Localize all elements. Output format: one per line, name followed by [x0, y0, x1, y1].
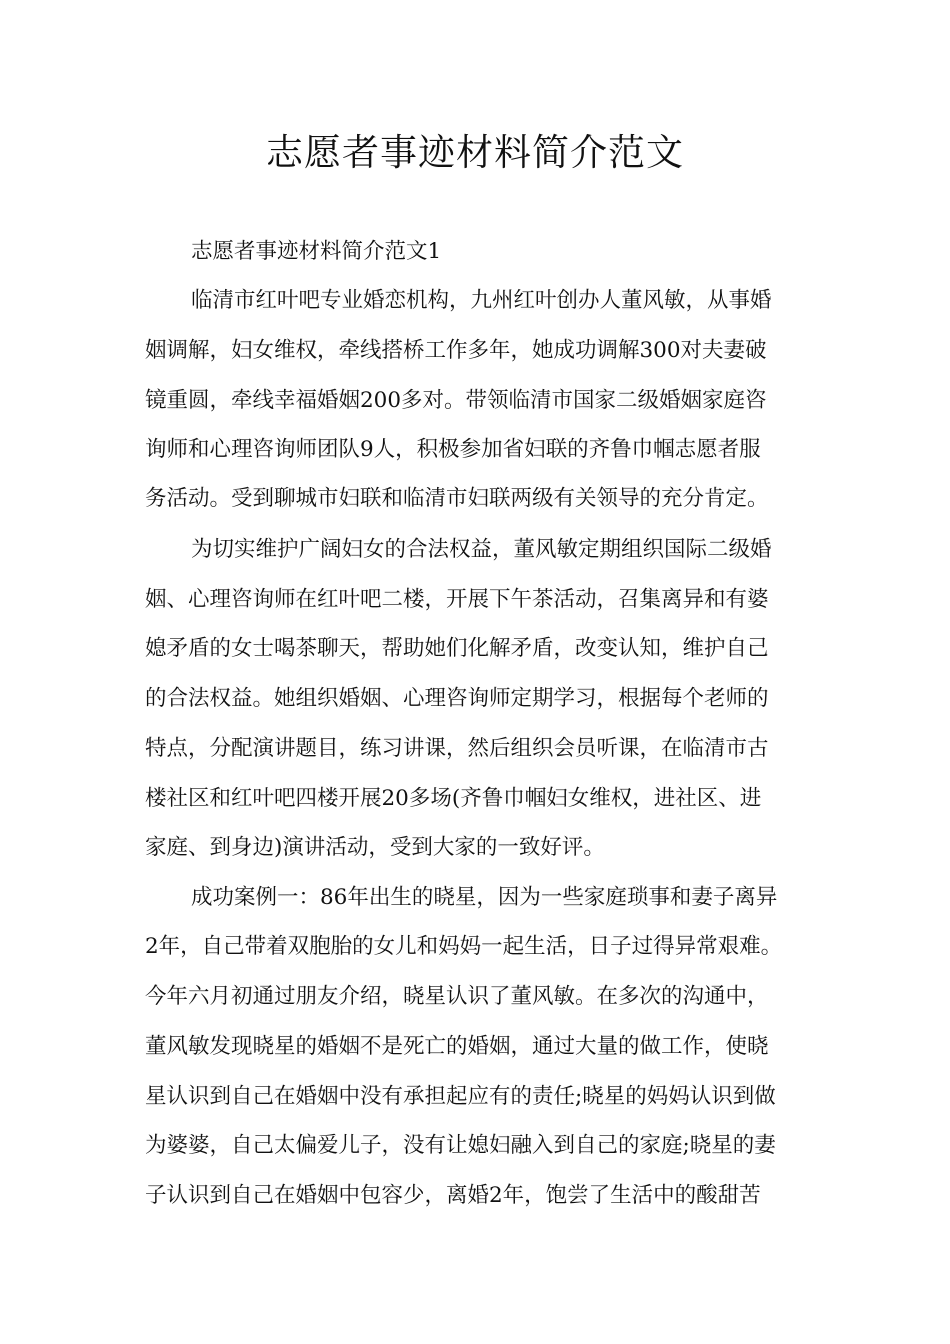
text-line: 子认识到自己在婚姻中包容少，离婚2年，饱尝了生活中的酸甜苦	[145, 1183, 761, 1208]
text-line: 星认识到自己在婚姻中没有承担起应有的责任;晓星的妈妈认识到做	[145, 1084, 776, 1109]
text-line: 姻调解，妇女维权，牵线搭桥工作多年，她成功调解300对夫妻破	[145, 338, 767, 363]
section-heading: 志愿者事迹材料简介范文1	[191, 239, 442, 264]
text-line: 的合法权益。她组织婚姻、心理咨询师定期学习，根据每个老师的	[145, 686, 769, 711]
text-line: 家庭、到身边)演讲活动，受到大家的一致好评。	[145, 835, 605, 860]
text-line: 楼社区和红叶吧四楼开展20多场(齐鲁巾帼妇女维权，进社区、进	[145, 786, 762, 811]
text-line: 姻、心理咨询师在红叶吧二楼，开展下午茶活动，召集离异和有婆	[145, 587, 769, 612]
text-line: 特点，分配演讲题目，练习讲课，然后组织会员听课，在临清市古	[145, 736, 769, 761]
text-line: 董风敏发现晓星的婚姻不是死亡的婚姻，通过大量的做工作，使晓	[145, 1034, 769, 1059]
text-line: 成功案例一：86年出生的晓星，因为一些家庭琐事和妻子离异	[191, 885, 778, 910]
text-line: 为切实维护广阔妇女的合法权益，董风敏定期组织国际二级婚	[191, 537, 772, 562]
text-line: 询师和心理咨询师团队9人，积极参加省妇联的齐鲁巾帼志愿者服	[145, 437, 761, 462]
text-line: 镜重圆，牵线幸福婚姻200多对。带领临清市国家二级婚姻家庭咨	[145, 388, 767, 413]
document-title: 志愿者事迹材料简介范文	[266, 131, 684, 174]
text-line: 为婆婆，自己太偏爱儿子，没有让媳妇融入到自己的家庭;晓星的妻	[145, 1133, 776, 1158]
text-line: 今年六月初通过朋友介绍，晓星认识了董风敏。在多次的沟通中，	[145, 984, 769, 1009]
text-line: 务活动。受到聊城市妇联和临清市妇联两级有关领导的充分肯定。	[145, 486, 769, 511]
text-line: 2年，自己带着双胞胎的女儿和妈妈一起生活，日子过得异常艰难。	[145, 934, 783, 959]
text-line: 媳矛盾的女士喝茶聊天，帮助她们化解矛盾，改变认知，维护自己	[145, 636, 769, 661]
text-line: 临清市红叶吧专业婚恋机构，九州红叶创办人董风敏，从事婚	[191, 288, 772, 313]
